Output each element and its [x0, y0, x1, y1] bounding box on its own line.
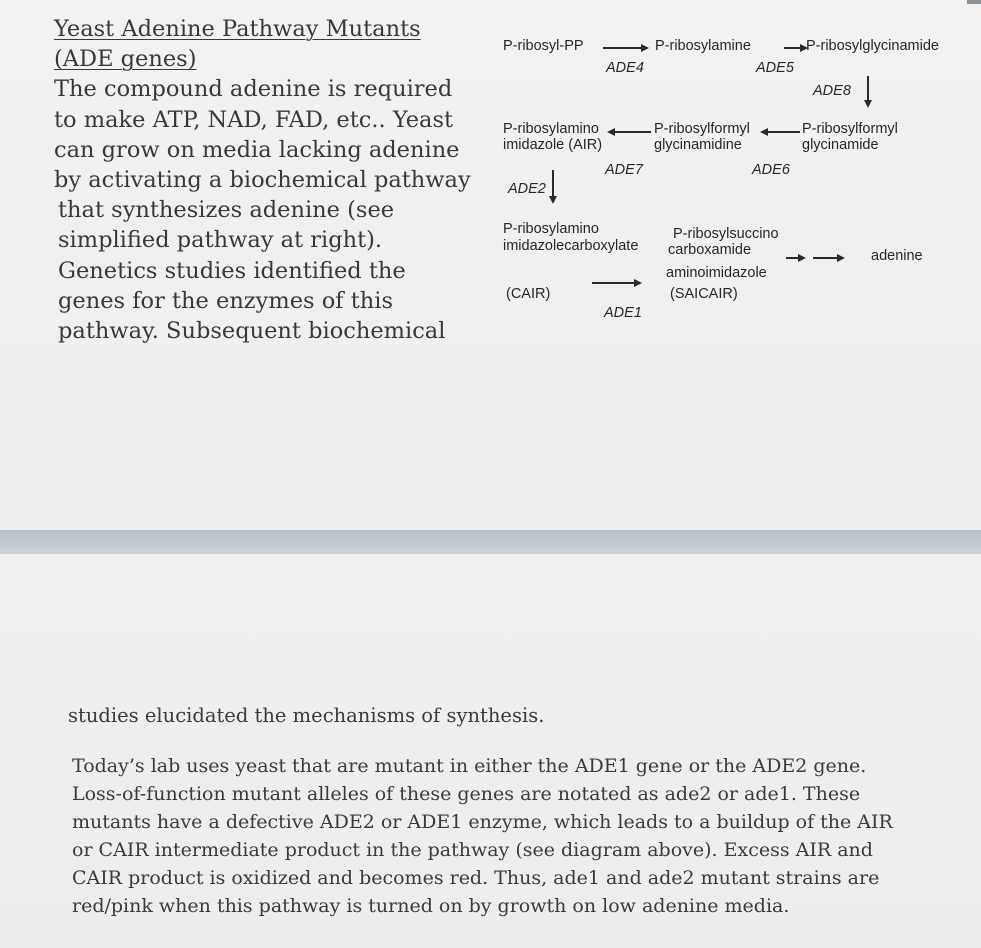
enzyme-ade5: ADE5: [756, 60, 794, 76]
body-text-block: [68, 702, 958, 920]
paragraph-continuation: studies elucidated the mechanisms of synthesis.: [68, 704, 545, 727]
compound-saicair-line2: carboxamide: [668, 242, 752, 258]
compound-saicair-line1: P-ribosylsuccino: [673, 226, 779, 242]
intro-line: Genetics studies identified the: [58, 257, 406, 284]
arrow-ade8: [867, 76, 869, 106]
compound-adenine: adenine: [871, 248, 923, 264]
paragraph-line: CAIR product is oxidized and becomes red. Thus, ade1 and ade2 mutant strains are: [72, 867, 880, 889]
enzyme-ade2: ADE2: [508, 181, 546, 197]
intro-line: simplified pathway at right).: [58, 227, 383, 254]
enzyme-ade6: ADE6: [752, 162, 790, 178]
intro-line: that synthesizes adenine (see: [58, 197, 395, 224]
enzyme-ade4: ADE4: [606, 60, 644, 76]
paragraph-line: Today’s lab uses yeast that are mutant in either the ADE1 gene or the ADE2 gene.: [72, 755, 867, 777]
intro-line: pathway. Subsequent biochemical: [58, 318, 446, 345]
adenine-pathway-diagram: [0, 0, 981, 340]
enzyme-ade8: ADE8: [813, 83, 851, 99]
arrow-ade5: [784, 47, 806, 49]
compound-formylglycinamide-line2: glycinamide: [802, 137, 879, 153]
compound-formylglycinamidine-line1: P-ribosylformyl: [654, 121, 750, 137]
compound-pribosylglycinamide: P-ribosylglycinamide: [806, 38, 939, 54]
compound-pribosyl-pp: P-ribosyl-PP: [503, 38, 584, 54]
arrow-ade7: [609, 131, 651, 133]
arrow-ade6: [762, 131, 800, 133]
document-title: Yeast Adenine Pathway Mutants: [54, 16, 421, 42]
compound-saicair-line4: (SAICAIR): [670, 286, 738, 302]
compound-cair-line1: P-ribosylamino: [503, 221, 599, 237]
compound-cair-line3: (CAIR): [506, 286, 551, 302]
arrow-ade2: [552, 170, 554, 202]
document-subtitle: (ADE genes): [54, 46, 197, 73]
intro-line: can grow on media lacking adenine: [54, 136, 460, 163]
paragraph-line: red/pink when this pathway is turned on by growth on low adenine media.: [72, 895, 790, 917]
compound-pribosylamine: P-ribosylamine: [655, 38, 751, 54]
lab-description-paragraph: [68, 752, 958, 920]
arrow-step-a: [786, 257, 804, 259]
compound-air-line1: P-ribosylamino: [503, 121, 599, 137]
compound-air-line2: imidazole (AIR): [503, 137, 603, 153]
intro-line: to make ATP, NAD, FAD, etc.. Yeast: [54, 106, 454, 133]
arrow-ade4: [603, 47, 647, 49]
page-break-bar: [0, 530, 981, 554]
paragraph-line: or CAIR intermediate product in the pathway (see diagram above). Excess AIR and: [72, 839, 873, 861]
compound-formylglycinamidine-line2: glycinamidine: [654, 137, 742, 153]
arrow-step-b: [813, 257, 843, 259]
compound-formylglycinamide-line1: P-ribosylformyl: [802, 121, 898, 137]
arrow-ade1: [592, 282, 640, 284]
intro-line: The compound adenine is required: [54, 76, 453, 103]
intro-line: genes for the enzymes of this: [58, 287, 394, 314]
enzyme-ade7: ADE7: [605, 162, 643, 178]
paragraph-line: mutants have a defective ADE2 or ADE1 enzyme, which leads to a buildup of the AIR: [72, 811, 893, 833]
intro-line: by activating a biochemical pathway: [54, 167, 471, 194]
compound-saicair-line3: aminoimidazole: [666, 265, 767, 281]
paragraph-line: Loss-of-function mutant alleles of these genes are notated as ade2 or ade1. These: [72, 783, 861, 805]
enzyme-ade1: ADE1: [604, 305, 642, 321]
compound-cair-line2: imidazolecarboxylate: [503, 238, 639, 254]
